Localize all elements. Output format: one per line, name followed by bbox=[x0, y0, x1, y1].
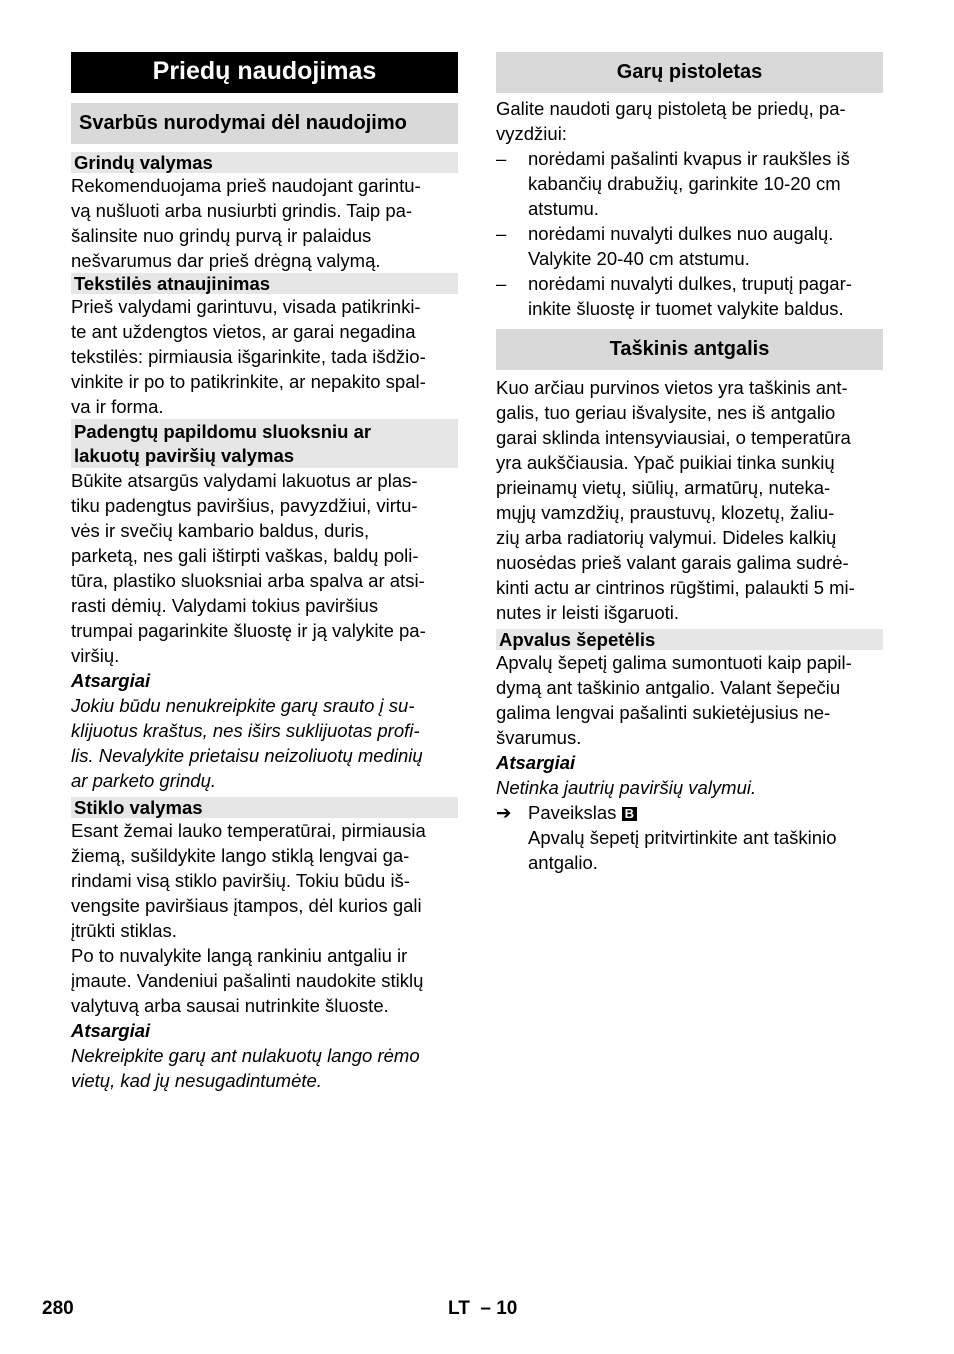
section-heading-steam-gun: Garų pistoletas bbox=[496, 52, 883, 93]
caution-text-glass: Nekreipkite garų ant nulakuotų lango rėmo vietų, kad jų nesugadintumėte. bbox=[71, 1045, 420, 1091]
caution-label: Atsargiai bbox=[71, 670, 151, 691]
subheading-textile-refresh: Tekstilės atnaujinimas bbox=[71, 273, 458, 294]
glass-cleaning-text: Esant žemai lauko temperatūrai, pirmiausia žiemą, sušildykite lango stiklą lengvai ga- rindami visą stiklo paviršių. Tokiu būdu iš- vengsite paviršiaus įtampos, dėl kurios gali įtrūkti stiklas. Po to nuvalykite langą rankiniu antgaliu ir įmaute. Vandeniui pašalinti naudokite stiklų valytuvą arba sausai nutrinkite šluoste. bbox=[71, 820, 426, 1016]
figure-badge: B bbox=[622, 807, 637, 821]
dash-bullet: – bbox=[496, 148, 507, 169]
caution-label: Atsargiai bbox=[496, 752, 576, 773]
figure-reference bbox=[496, 800, 883, 825]
subheading-coated-surfaces: Padengtų papildomu sluoksniu ar lakuotų paviršių valymas bbox=[71, 419, 458, 468]
caution-text-coated: Jokiu būdu nenukreipkite garų srauto į su- klijuotus kraštus, nes iširs suklijuotas profi- lis. Nevalykite prietaisu neizoliuotų medinių ar parketo grindų. bbox=[71, 695, 423, 791]
section-heading-usage-notes: Svarbūs nurodymai dėl naudojimo bbox=[71, 103, 458, 144]
instruction-step: Apvalų šepetį pritvirtinkite ant taškinio antgalio. bbox=[528, 827, 837, 873]
list-item: – norėdami pašalinti kvapus ir raukšles iš kabančių drabužių, garinkite 10-20 cm atstumu. bbox=[496, 148, 850, 219]
page-title: Priedų naudojimas bbox=[71, 52, 458, 93]
coated-surfaces-text: Būkite atsargūs valydami lakuotus ar plas- tiku padengtus paviršius, pavyzdžiui, virtu- vės ir svečių kambario baldus, duris, parketą, nes gali ištirpti vaškas, baldų poli- tūra, plastiko sluoksniai arba spalva ar atsi- rasti dėmių. Valydami tokius paviršius trumpai pagarinkite šluostę ir ją valykite pa- viršių. bbox=[71, 470, 426, 666]
round-brush-text: Apvalų šepetį galima sumontuoti kaip papil- dymą ant taškinio antgalio. Valant šepečiu galima lengvai pašalinti sukietėjusius ne- švarumus. bbox=[496, 652, 852, 748]
steam-gun-intro: Galite naudoti garų pistoletą be priedų, pa- vyzdžiui: bbox=[496, 98, 846, 144]
floor-cleaning-text: Rekomenduojama prieš naudojant garintu- vą nušluoti arba nusiurbti grindis. Taip pa- šalinsite nuo grindų purvą ir palaidus nešvarumus dar prieš drėgną valymą. bbox=[71, 175, 421, 271]
caution-text-brush: Netinka jautrių paviršių valymui. bbox=[496, 777, 757, 798]
list-item: – norėdami nuvalyti dulkes, truputį pagar- inkite šluostę ir tuomet valykite baldus. bbox=[496, 273, 852, 319]
right-column bbox=[496, 52, 883, 875]
subheading-glass-cleaning: Stiklo valymas bbox=[71, 797, 458, 818]
section-heading-point-nozzle: Taškinis antgalis bbox=[496, 329, 883, 370]
subheading-floor-cleaning: Grindų valymas bbox=[71, 152, 458, 173]
point-nozzle-text: Kuo arčiau purvinos vietos yra taškinis ant- galis, tuo geriau išvalysite, nes iš antgalio garai sklinda intensyviausiai, o temperatūra yra aukščiausia. Ypač puikiai tinka sunkių prieinamų vietų, siūlių, armatūrų, nuteka- mųjų vamzdžių, praustuvų, klozetų, žaliu- zių arba radiatorių valymui. Dideles kalkių nuosėdas prieš valant garais galima sudrė- kinti actu ar cintrinos rūgštimi, palaukti 5 mi- nutes ir leisti išgaruoti. bbox=[496, 377, 855, 623]
left-column bbox=[71, 52, 458, 1093]
arrow-right-icon: ➔ bbox=[496, 802, 512, 823]
dash-bullet: – bbox=[496, 223, 507, 244]
footer-page-reference: LT – 10 bbox=[448, 1298, 518, 1319]
subheading-round-brush: Apvalus šepetėlis bbox=[496, 629, 883, 650]
figure-label: Paveikslas bbox=[528, 802, 617, 823]
dash-bullet: – bbox=[496, 273, 507, 294]
textile-refresh-text: Prieš valydami garintuvu, visada patikrinki- te ant uždengtos vietos, ar garai negadina tekstilės: pirmiausia išgarinkite, tada išdžio- vinkite ir po to patikrinkite, ar nepakito spal- va ir forma. bbox=[71, 296, 426, 417]
list-item: – norėdami nuvalyti dulkes nuo augalų. Valykite 20-40 cm atstumu. bbox=[496, 223, 834, 269]
caution-label: Atsargiai bbox=[71, 1020, 151, 1041]
page-number: 280 bbox=[42, 1298, 74, 1319]
